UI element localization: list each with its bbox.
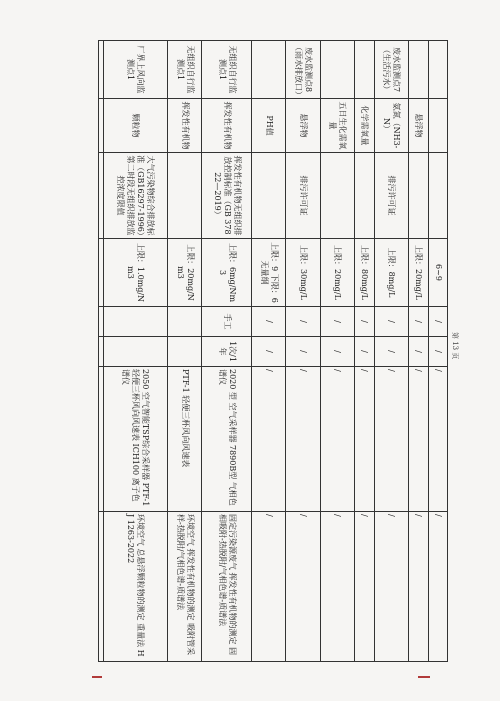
cell-basis <box>320 153 354 239</box>
cell-instrument: / <box>286 367 320 512</box>
cell-limit: 上限：1.0mg/Nm3 <box>103 239 167 307</box>
cell-method: / <box>320 307 354 337</box>
cell-point: 厂界上风向监测点1 <box>103 41 167 99</box>
cell-analysis: / <box>428 512 447 662</box>
cell-basis: 大气污染物综合排放标准（GB16297-1996）第二时段无组织排放监控浓度限值 <box>103 153 167 239</box>
cell-point <box>320 41 354 99</box>
cell-analysis: 环境空气 挥发性有机物的测定 吸附管采样-热脱附/气相色谱-质谱法 <box>167 512 201 662</box>
cell-instrument: / <box>409 367 428 512</box>
cell-method: / <box>409 307 428 337</box>
cell-limit: 上限：6mg/Nm3 <box>202 239 251 307</box>
cell-analysis: / <box>409 512 428 662</box>
cell-analysis: / <box>374 512 408 662</box>
cell-basis <box>167 153 201 239</box>
cell-point: 废水监测点8（雨水排放口） <box>286 41 320 99</box>
cell-analysis: / <box>251 512 285 662</box>
cell-limit: 上限：80mg/L <box>355 239 374 307</box>
cell-basis: 排污许可证 <box>286 153 320 239</box>
table-row <box>428 41 447 662</box>
cell-point <box>355 41 374 99</box>
cell-limit: 上限：20mg/Nm3 <box>167 239 201 307</box>
cell-analysis <box>99 512 104 662</box>
cell-limit: 上限：9 下限：6 无量纲 <box>251 239 285 307</box>
cell-freq <box>103 337 167 367</box>
cell-pollutant: 挥发性有机物 <box>167 99 201 153</box>
table-row <box>99 41 104 662</box>
cell-freq: / <box>374 337 408 367</box>
cell-instrument: / <box>355 367 374 512</box>
table-row <box>409 41 428 662</box>
cell-pollutant: PH值 <box>251 99 285 153</box>
cell-point: 无组织自行监测点1 <box>167 41 201 99</box>
cell-method: / <box>355 307 374 337</box>
cell-analysis: 固定污染源废气 挥发性有机物的测定 固相吸附-热脱附/气相色谱-质谱法 <box>202 512 251 662</box>
red-margin-mark <box>92 676 102 678</box>
cell-instrument: PTF-1 轻便三杯风向风速表 <box>167 367 201 512</box>
cell-basis <box>355 153 374 239</box>
cell-instrument: 2020 型 空气采样器 7890B型 气相色谱仪 <box>202 367 251 512</box>
cell-instrument: / <box>428 367 447 512</box>
cell-pollutant: 化学需氧量 <box>355 99 374 153</box>
cell-pollutant: 悬浮物 <box>286 99 320 153</box>
cell-method <box>167 307 201 337</box>
cell-freq: / <box>320 337 354 367</box>
cell-freq: 1次/1年 <box>202 337 251 367</box>
cell-freq: / <box>355 337 374 367</box>
cell-freq <box>167 337 201 367</box>
cell-limit: 6~9 <box>428 239 447 307</box>
cell-method: / <box>374 307 408 337</box>
cell-basis <box>99 153 104 239</box>
red-margin-mark <box>418 676 430 678</box>
cell-point: 废水监测点7（生活污水） <box>374 41 408 99</box>
cell-basis <box>428 153 447 239</box>
cell-analysis: / <box>355 512 374 662</box>
cell-instrument: / <box>251 367 285 512</box>
cell-limit: 上限：20mg/L <box>409 239 428 307</box>
cell-limit: 上限：8mg/L <box>374 239 408 307</box>
cell-pollutant: 悬浮物 <box>409 99 428 153</box>
cell-basis <box>251 153 285 239</box>
cell-pollutant: 挥发性有机物 <box>202 99 251 153</box>
cell-pollutant: 五日生化需氧量 <box>320 99 354 153</box>
cell-limit: 上限：30mg/L <box>286 239 320 307</box>
cell-basis: 挥发性有机物无组织排放控制标准（GB 37822—2019） <box>202 153 251 239</box>
table-row <box>251 41 285 662</box>
cell-analysis: / <box>286 512 320 662</box>
cell-point: 无组织自行监测点1 <box>202 41 251 99</box>
cell-method: / <box>428 307 447 337</box>
cell-point <box>99 41 104 99</box>
cell-point <box>409 41 428 99</box>
cell-method: / <box>286 307 320 337</box>
table-row <box>103 41 167 662</box>
cell-freq: / <box>409 337 428 367</box>
cell-method <box>99 307 104 337</box>
cell-method <box>103 307 167 337</box>
cell-analysis: 环境空气 总悬浮颗粒物的测定 重量法 HJ 1263-2022 <box>103 512 167 662</box>
cell-basis: 排污许可证 <box>374 153 408 239</box>
table-row <box>374 41 408 662</box>
cell-freq <box>99 337 104 367</box>
cell-analysis: / <box>320 512 354 662</box>
cell-instrument: / <box>374 367 408 512</box>
table-row <box>202 41 251 662</box>
table-row <box>286 41 320 662</box>
cell-basis <box>409 153 428 239</box>
page-number: 第 13 页 <box>451 332 459 360</box>
cell-point <box>251 41 285 99</box>
cell-limit <box>99 239 104 307</box>
table-row <box>355 41 374 662</box>
cell-method: / <box>251 307 285 337</box>
cell-method: 手工 <box>202 307 251 337</box>
monitoring-table <box>98 40 448 662</box>
cell-freq: / <box>428 337 447 367</box>
cell-instrument: / <box>320 367 354 512</box>
cell-instrument: 2050 空气智能TSP综合采样器 PTF-1 轻便三杯风向风速表 ICH100 离子色谱仪 <box>103 367 167 512</box>
cell-pollutant: 氨氮（NH3-N） <box>374 99 408 153</box>
cell-pollutant <box>428 99 447 153</box>
cell-freq: / <box>251 337 285 367</box>
table-row <box>320 41 354 662</box>
cell-limit: 上限：20mg/L <box>320 239 354 307</box>
cell-pollutant: 颗粒物 <box>103 99 167 153</box>
cell-freq: / <box>286 337 320 367</box>
table-row <box>167 41 201 662</box>
cell-point <box>428 41 447 99</box>
cell-pollutant <box>99 99 104 153</box>
cell-instrument <box>99 367 104 512</box>
